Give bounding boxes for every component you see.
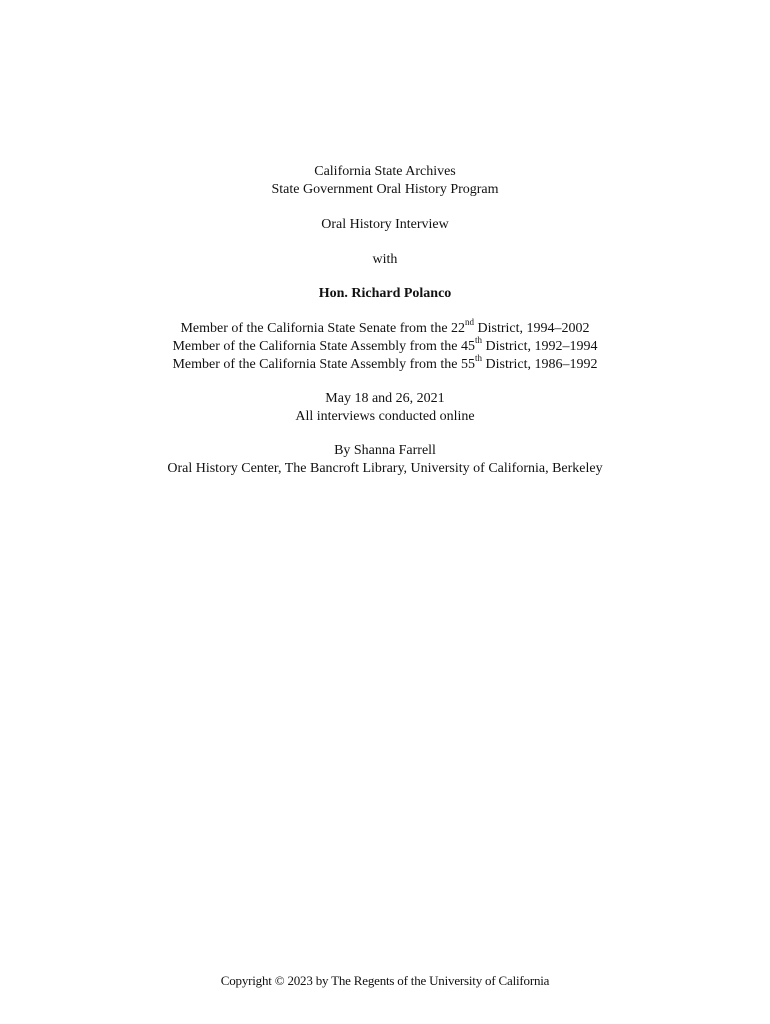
interviewer-block <box>0 442 770 478</box>
position-line <box>0 353 770 374</box>
position-term: District, 1992–1994 <box>482 339 598 354</box>
interview-dates-block <box>0 390 770 426</box>
copyright-notice: Copyright © 2023 by The Regents of the University of California <box>220 973 550 988</box>
archive-header <box>0 163 770 199</box>
position-text: Member of the California State Assembly from the 45 <box>172 339 475 354</box>
position-line <box>0 317 770 338</box>
ordinal-suffix: nd <box>465 317 475 328</box>
position-text: Member of the California State Assembly from the 55 <box>172 357 475 372</box>
position-term: District, 1986–1992 <box>482 357 598 372</box>
position-text: Member of the California State Senate from the 22 <box>180 321 466 336</box>
ordinal-suffix: th <box>474 353 482 364</box>
interviewer-name: By Shanna Farrell <box>334 443 436 458</box>
interviewer-affiliation: Oral History Center, The Bancroft Library, University of California, Berkeley <box>167 461 603 476</box>
conduct-note: All interviews conducted online <box>295 409 475 424</box>
program-name: State Government Oral History Program <box>271 182 499 197</box>
archive-name: California State Archives <box>314 164 456 179</box>
interviewee-name: Hon. Richard Polanco <box>318 286 452 301</box>
interview-dates: May 18 and 26, 2021 <box>325 391 445 406</box>
position-line <box>0 335 770 356</box>
ordinal-suffix: th <box>474 335 482 346</box>
position-term: District, 1994–2002 <box>474 321 590 336</box>
with-label: with <box>372 252 398 267</box>
positions-list <box>0 317 770 374</box>
interview-label: Oral History Interview <box>321 217 449 232</box>
